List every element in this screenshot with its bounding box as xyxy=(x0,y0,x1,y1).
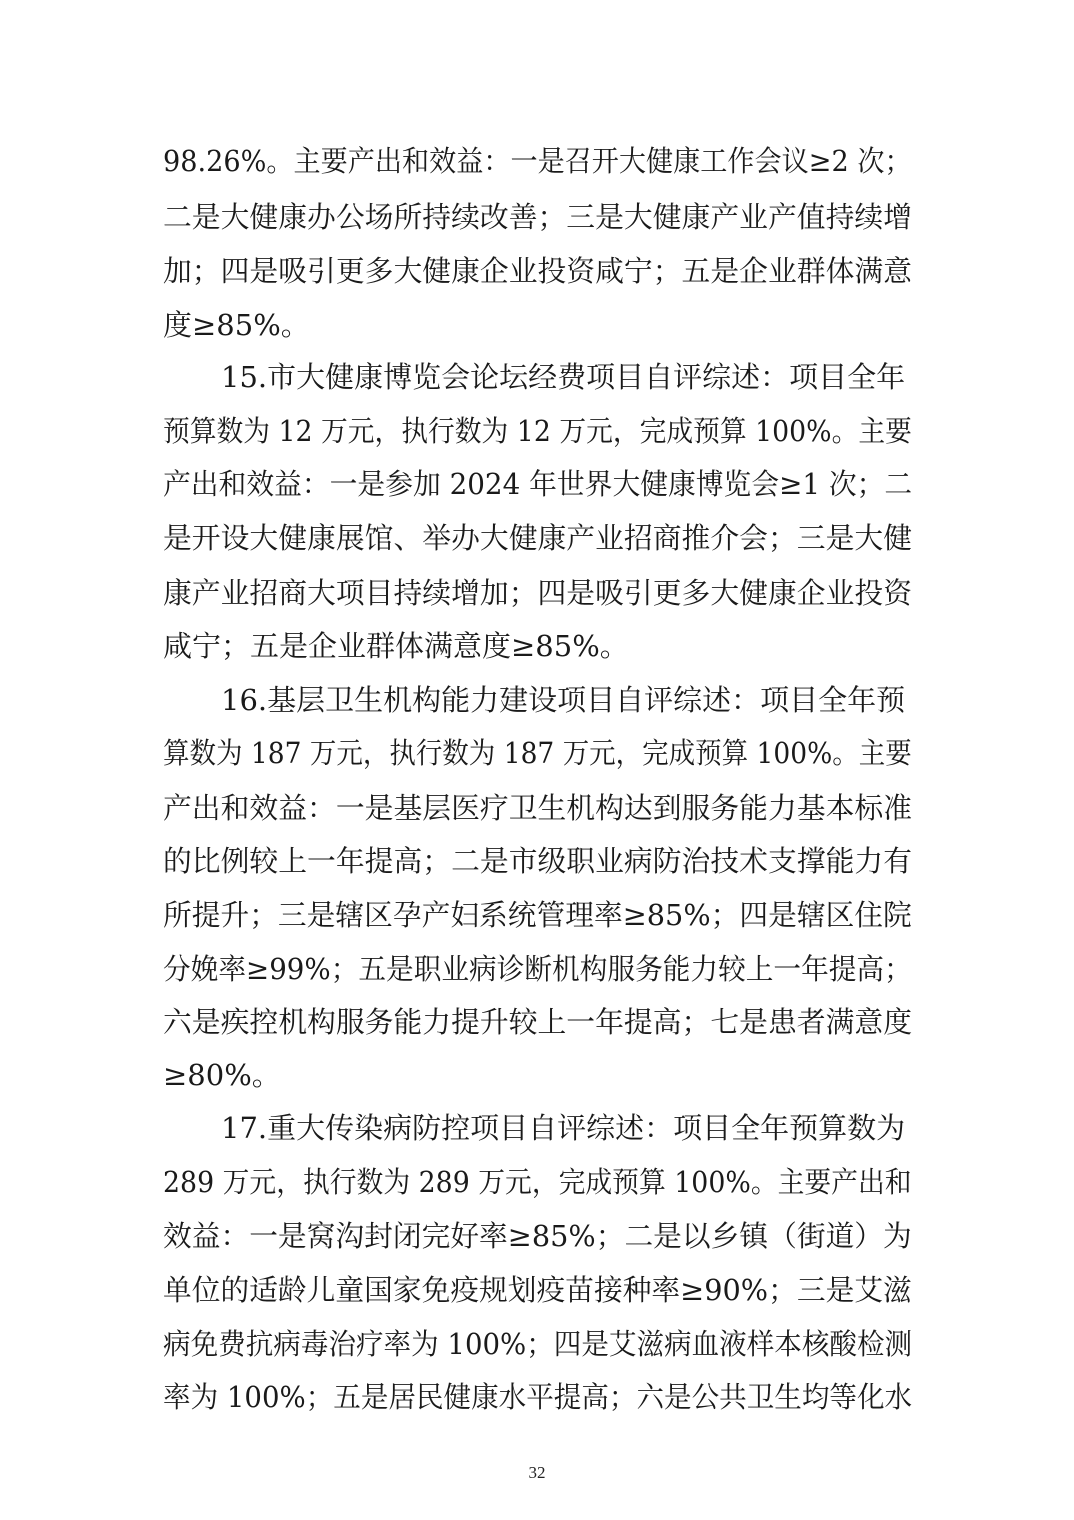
text-line xyxy=(0,619,1074,673)
text-line xyxy=(0,134,1074,188)
line-text: 预算数为 12 万元，执行数为 12 万元，完成预算 100%。主要 xyxy=(163,414,912,448)
paragraph-heading-16 xyxy=(0,673,1074,727)
line-text: 单位的适龄儿童国家免疫规划疫苗接种率≥90%；三是艾滋 xyxy=(163,1273,912,1307)
text-line xyxy=(0,457,1074,511)
line-text: 病免费抗病毒治疗率为 100%；四是艾滋病血液样本核酸检测 xyxy=(163,1327,913,1361)
line-text: 分娩率≥99%；五是职业病诊断机构服务能力较上一年提高； xyxy=(163,952,912,986)
line-text: ≥80%。 xyxy=(163,1058,281,1092)
line-text: 率为 100%；五是居民健康水平提高；六是公共卫生均等化水 xyxy=(163,1380,913,1414)
text-line xyxy=(0,244,1074,298)
text-line xyxy=(0,726,1074,780)
text-line xyxy=(0,834,1074,888)
line-text: 咸宁；五是企业群体满意度≥85%。 xyxy=(163,629,629,663)
line-text: 15.市大健康博览会论坛经费项目自评综述：项目全年 xyxy=(221,360,906,394)
line-text: 289 万元，执行数为 289 万元，完成预算 100%。主要产出和 xyxy=(163,1165,912,1199)
text-line xyxy=(0,1155,1074,1209)
text-line xyxy=(0,1048,1074,1102)
line-text: 加；四是吸引更多大健康企业投资咸宁；五是企业群体满意 xyxy=(163,254,913,288)
line-text: 所提升；三是辖区孕产妇系统管理率≥85%；四是辖区住院 xyxy=(163,898,912,932)
line-text: 算数为 187 万元，执行数为 187 万元，完成预算 100%。主要 xyxy=(163,736,912,770)
text-line xyxy=(0,995,1074,1049)
text-line xyxy=(0,190,1074,244)
line-text: 二是大健康办公场所持续改善；三是大健康产业产值持续增 xyxy=(163,200,913,234)
text-line xyxy=(0,511,1074,565)
line-text: 是开设大健康展馆、举办大健康产业招商推介会；三是大健 xyxy=(163,521,913,555)
line-text: 98.26%。主要产出和效益：一是召开大健康工作会议≥2 次； xyxy=(163,144,912,178)
line-text: 的比例较上一年提高；二是市级职业病防治技术支撑能力有 xyxy=(163,844,913,878)
paragraph-heading-17 xyxy=(0,1101,1074,1155)
text-line xyxy=(0,781,1074,835)
line-text: 16.基层卫生机构能力建设项目自评综述：项目全年预 xyxy=(221,683,906,717)
line-text: 产出和效益：一是参加 2024 年世界大健康博览会≥1 次；二 xyxy=(163,467,913,501)
text-line xyxy=(0,298,1074,352)
text-line xyxy=(0,1263,1074,1317)
text-line xyxy=(0,404,1074,458)
text-line xyxy=(0,566,1074,620)
line-text: 康产业招商大项目持续增加；四是吸引更多大健康企业投资 xyxy=(163,576,913,610)
text-line xyxy=(0,942,1074,996)
text-line xyxy=(0,888,1074,942)
text-line xyxy=(0,1209,1074,1263)
text-line xyxy=(0,1370,1074,1424)
line-text: 效益：一是窝沟封闭完好率≥85%；二是以乡镇（街道）为 xyxy=(163,1219,912,1253)
text-line xyxy=(0,1317,1074,1371)
line-text: 度≥85%。 xyxy=(163,308,310,342)
line-text: 六是疾控机构服务能力提升较上一年提高；七是患者满意度 xyxy=(163,1005,913,1039)
line-text: 产出和效益：一是基层医疗卫生机构达到服务能力基本标准 xyxy=(163,791,913,825)
page-number: 32 xyxy=(528,1463,546,1482)
line-text: 17.重大传染病防控项目自评综述：项目全年预算数为 xyxy=(221,1111,906,1145)
paragraph-heading-15 xyxy=(0,350,1074,404)
